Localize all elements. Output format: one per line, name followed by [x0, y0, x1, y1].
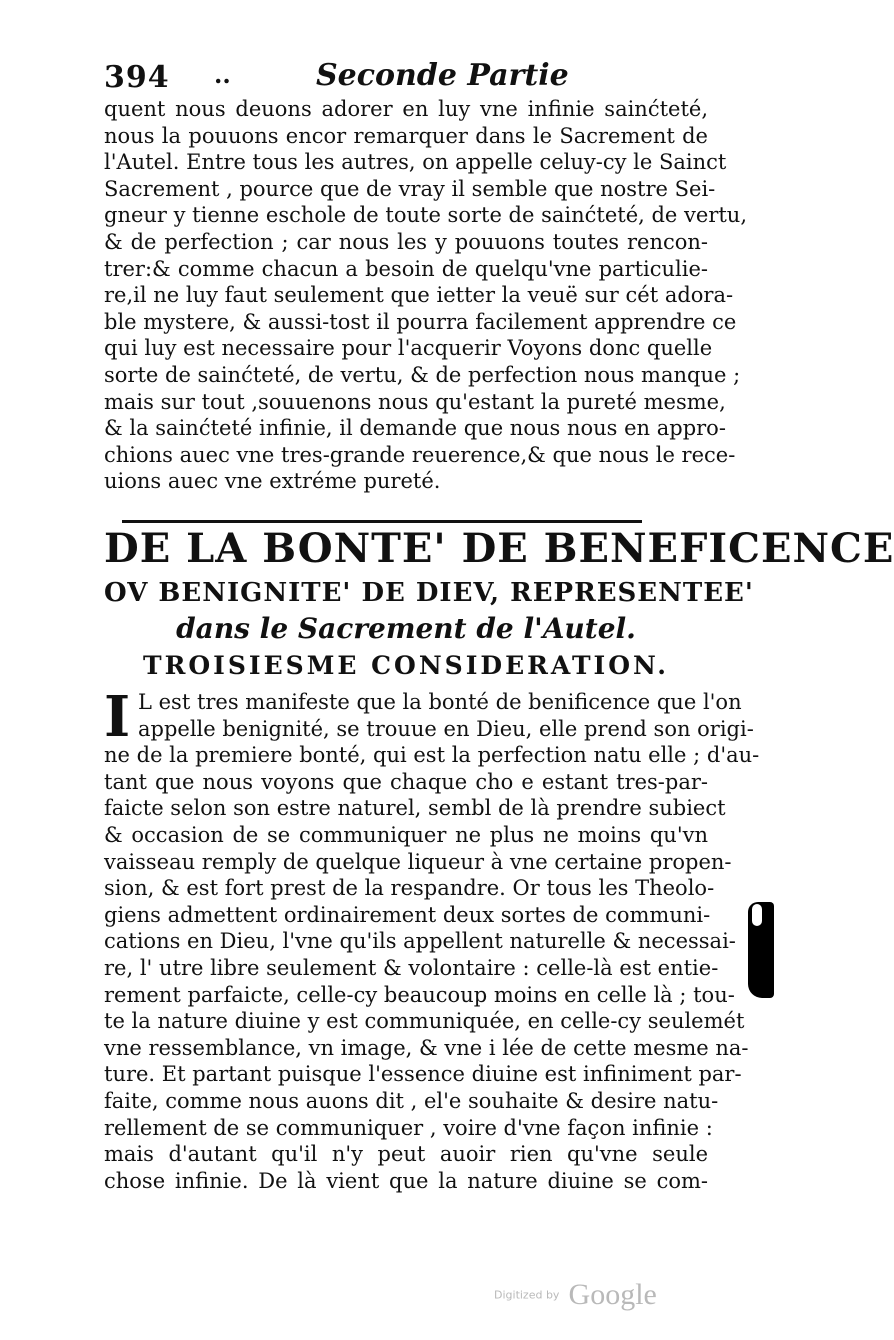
text-line: qui luy est necessaire pour l'acquerir Voyons donc quelle [104, 336, 713, 361]
text-line: re, l' utre libre seulement & volontaire : celle-là est entie- [104, 955, 719, 980]
text-line: gneur y tienne eschole de toute sorte de sainćteté, de vertu, [104, 203, 748, 228]
consideration-heading: TROISIESME CONSIDERATION. [143, 651, 669, 680]
text-line: tant que nous voyons que chaque cho e estant tres-par- [104, 769, 708, 794]
text-line: mais d'autant qu'il n'y peut auoir rien qu'vne seule [104, 1142, 708, 1167]
text-line: & la sainćteté infinie, il demande que nous nous en appro- [104, 416, 726, 441]
text-line: trer:& comme chacun a besoin de quelqu'vne particulie- [104, 256, 708, 281]
text-line: sion, & est fort prest de la respandre. Or tous les Theolo- [104, 876, 715, 901]
chapter-subtitle: OV BENIGNITE' DE DIEV, REPRESENTEE' [104, 578, 754, 608]
text-line: ture. Et partant puisque l'essence diuine est infiniment par- [104, 1062, 742, 1087]
text-line: rellement de se communiquer , voire d'vne façon infinie : [104, 1115, 713, 1140]
chapter-subtitle-italic: dans le Sacrement de l'Autel. [176, 612, 636, 645]
paragraph-continued [104, 96, 748, 495]
text-line: vaisseau remply de quelque liqueur à vne certaine propen- [104, 849, 732, 874]
text-line: Sacrement , pource que de vray il semble que nostre Sei- [104, 176, 716, 201]
google-logo: Google [568, 1278, 657, 1311]
text-line: nous la pouuons encor remarquer dans le Sacrement de [104, 123, 708, 148]
text-line: faicte selon son estre naturel, sembl de là prendre subiect [104, 796, 726, 821]
text-line: chions auec vne tres-grande reuerence,& que nous le rece- [104, 442, 736, 467]
text-line: rement parfaicte, celle-cy beaucoup moins en celle là ; tou- [104, 982, 735, 1007]
drop-cap: I [104, 684, 131, 750]
text-line: & de perfection ; car nous les y pouuons toutes rencon- [104, 229, 708, 254]
scan-edge-mark-notch [752, 904, 762, 926]
digitized-watermark [494, 1278, 674, 1318]
text-line: faite, comme nous auons dit , el'e souhaite & desire natu- [104, 1088, 719, 1113]
text-line: mais sur tout ,souuenons nous qu'estant la pureté mesme, [104, 389, 726, 414]
section-rule [122, 520, 642, 523]
chapter-title: DE LA BONTE' DE BENEFICENCE [104, 525, 894, 572]
watermark-prefix: Digitized by [494, 1288, 560, 1302]
text-line: chose infinie. De là vient que la nature diuine se com- [104, 1168, 708, 1193]
text-line: ble mystere, & aussi-tost il pourra facilement apprendre ce [104, 309, 737, 334]
running-title: Seconde Partie [316, 58, 569, 93]
text-line: quent nous deuons adorer en luy vne infinie sainćteté, [104, 97, 708, 121]
text-line: te la nature diuine y est communiquée, en celle-cy seulemét [104, 1009, 745, 1034]
running-head-mark: .. [214, 60, 231, 89]
text-line: uions auec vne extréme pureté. [104, 469, 441, 494]
text-line: ne de la premiere bonté, qui est la perfection natu elle ; d'au- [104, 743, 760, 768]
text-line: re,il ne luy faut seulement que ietter la veuë sur cét adora- [104, 283, 734, 308]
text-line: sorte de sainćteté, de vertu, & de perfection nous manque ; [104, 362, 741, 387]
running-head [104, 58, 704, 95]
text-line: appelle benignité, se trouue en Dieu, elle prend son origi- [138, 716, 754, 741]
text-line: l'Autel. Entre tous les autres, on appelle celuy-cy le Sainct [104, 150, 727, 175]
text-line: vne ressemblance, vn image, & vne i lée de cette mesme na- [104, 1035, 749, 1060]
page-number: 394 [104, 60, 170, 95]
text-line: cations en Dieu, l'vne qu'ils appellent naturelle & necessai- [104, 929, 736, 954]
text-line: L est tres manifeste que la bonté de benificence que l'on [138, 690, 742, 714]
text-line: giens admettent ordinairement deux sortes de communi- [104, 902, 711, 927]
paragraph-main [104, 684, 760, 1194]
text-line: & occasion de se communiquer ne plus ne moins qu'vn [104, 822, 708, 847]
